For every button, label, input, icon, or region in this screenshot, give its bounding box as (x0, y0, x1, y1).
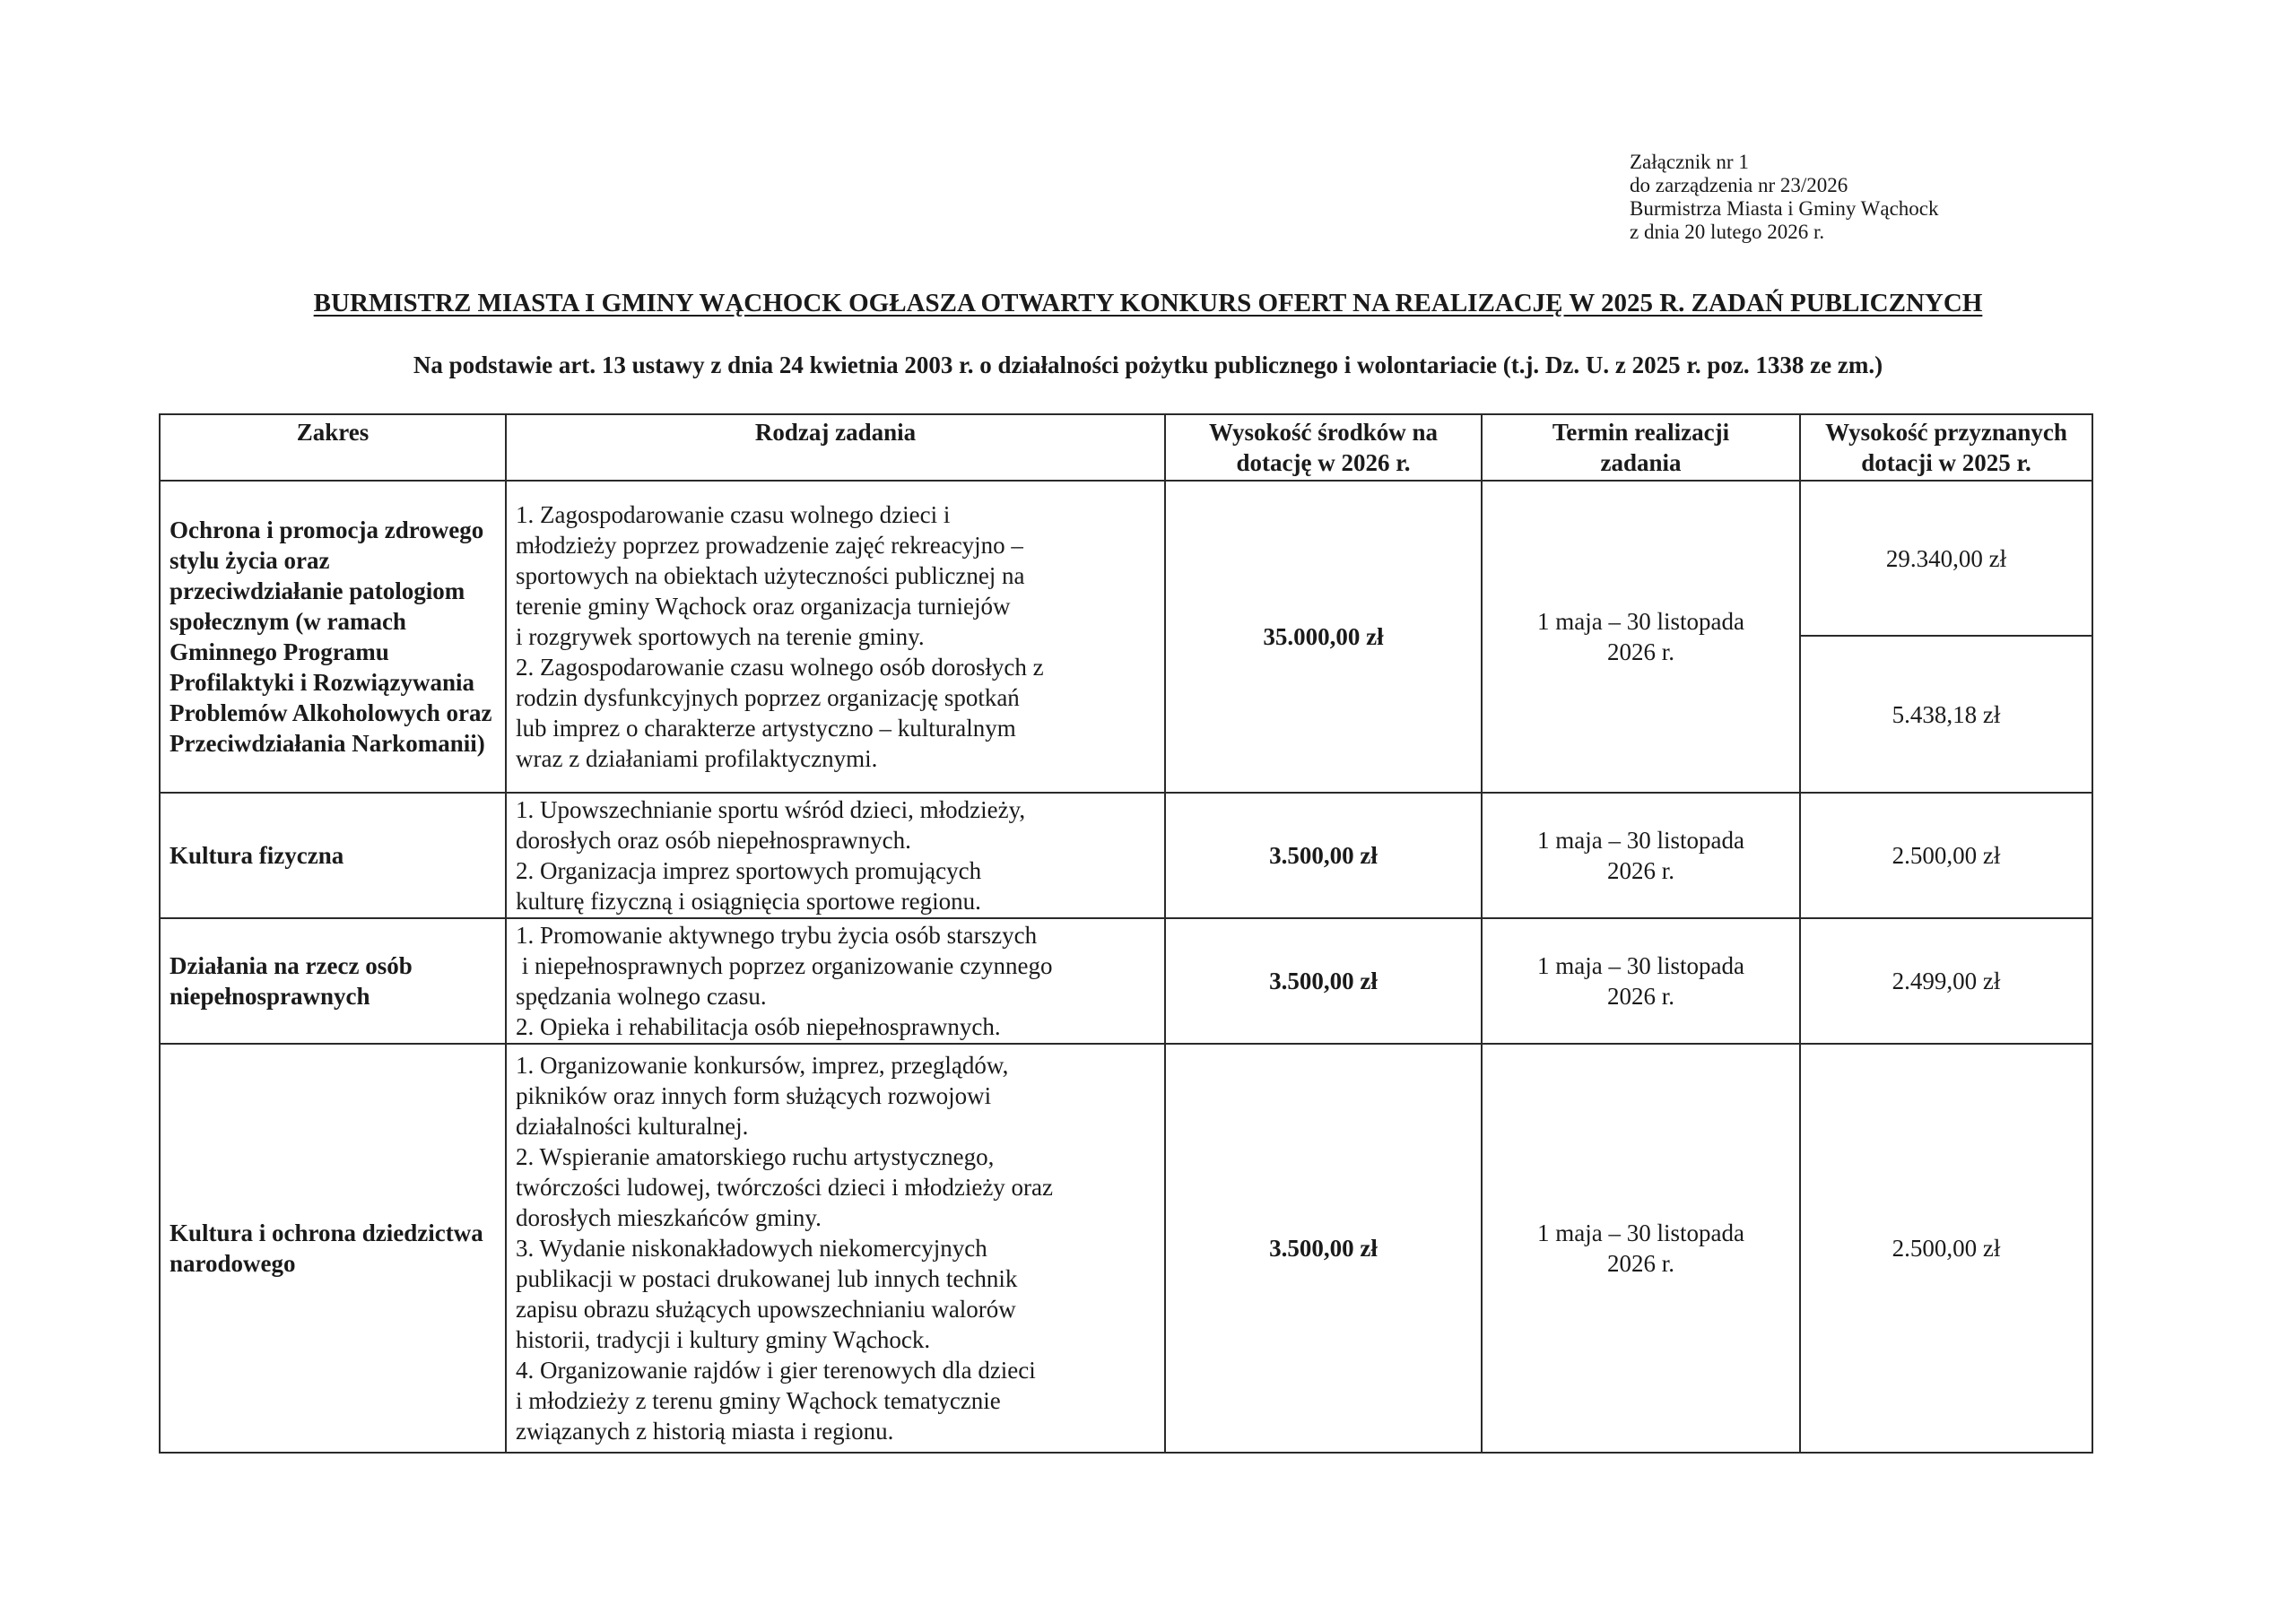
task-line: kulturę fizyczną i osiągnięcia sportowe regionu. (516, 888, 981, 915)
header-termin (1482, 414, 1800, 481)
cell-srodki: 3.500,00 zł (1165, 793, 1482, 918)
document-title: BURMISTRZ MIASTA I GMINY WĄCHOCK OGŁASZA OTWARTY KONKURS OFERT NA REALIZACJĘ W 2025 R. ZADAŃ PUBLICZNYCH (313, 289, 1983, 317)
header-przyznane-line: Wysokość przyznanych (1825, 419, 2067, 446)
termin-line: 2026 r. (1606, 1250, 1674, 1277)
task-line: rodzin dysfunkcyjnych poprzez organizację spotkań (516, 684, 1020, 711)
cell-przyznane: 29.340,00 zł (1800, 481, 2092, 636)
termin-line: 2026 r. (1606, 857, 1674, 884)
cell-termin (1482, 918, 1800, 1044)
task-line: młodzieży poprzez prowadzenie zajęć rekreacyjno – (516, 532, 1023, 559)
cell-rodzaj (506, 481, 1165, 793)
legal-basis: Na podstawie art. 13 ustawy z dnia 24 kwietnia 2003 r. o działalności pożytku publicznego i wolontariacie (t.j. Dz. U. z 2025 r. poz. 1338 ze zm.) (413, 352, 1883, 378)
header-zakres: Zakres (160, 414, 506, 481)
header-srodki (1165, 414, 1482, 481)
table-row (160, 793, 2092, 918)
table-row (160, 918, 2092, 1044)
task-line: 1. Upowszechnianie sportu wśród dzieci, młodzieży, (516, 796, 1026, 823)
table-row (160, 481, 2092, 636)
termin-line: 1 maja – 30 listopada (1537, 827, 1744, 854)
task-line: dorosłych mieszkańców gminy. (516, 1204, 822, 1231)
attachment-line: Załącznik nr 1 (1630, 151, 1749, 173)
termin-line: 2026 r. (1606, 638, 1674, 665)
cell-srodki: 35.000,00 zł (1165, 481, 1482, 793)
cell-zakres: Kultura fizyczna (160, 793, 506, 918)
cell-termin (1482, 481, 1800, 793)
header-srodki-line: dotację w 2026 r. (1236, 449, 1411, 476)
task-line: twórczości ludowej, twórczości dzieci i młodzieży oraz (516, 1174, 1054, 1201)
cell-przyznane: 2.499,00 zł (1800, 918, 2092, 1044)
attachment-line: do zarządzenia nr 23/2026 (1630, 174, 1848, 196)
task-line: 1. Organizowanie konkursów, imprez, przeglądów, (516, 1052, 1009, 1079)
cell-przyznane: 2.500,00 zł (1800, 1044, 2092, 1453)
header-przyznane (1800, 414, 2092, 481)
task-line: 2. Opieka i rehabilitacja osób niepełnosprawnych. (516, 1013, 1001, 1040)
task-line: i rozgrywek sportowych na terenie gminy. (516, 623, 925, 650)
task-line: 2. Wspieranie amatorskiego ruchu artystycznego, (516, 1143, 995, 1170)
cell-termin (1482, 793, 1800, 918)
termin-line: 1 maja – 30 listopada (1537, 952, 1744, 979)
cell-przyznane: 2.500,00 zł (1800, 793, 2092, 918)
task-line: wraz z działaniami profilaktycznymi. (516, 745, 878, 772)
task-line: i niepełnosprawnych poprzez organizowanie czynnego (516, 952, 1053, 979)
cell-srodki: 3.500,00 zł (1165, 918, 1482, 1044)
termin-line: 1 maja – 30 listopada (1537, 1219, 1744, 1246)
header-przyznane-line: dotacji w 2025 r. (1861, 449, 2031, 476)
attachment-line: Burmistrza Miasta i Gminy Wąchock (1630, 197, 1939, 220)
cell-przyznane: 5.438,18 zł (1800, 636, 2092, 793)
task-line: 4. Organizowanie rajdów i gier terenowych dla dzieci (516, 1357, 1036, 1384)
task-line: związanych z historią miasta i regionu. (516, 1418, 894, 1445)
attachment-line: z dnia 20 lutego 2026 r. (1630, 221, 1825, 243)
cell-rodzaj (506, 918, 1165, 1044)
task-line: publikacji w postaci drukowanej lub innych technik (516, 1265, 1018, 1292)
task-line: działalności kulturalnej. (516, 1113, 749, 1140)
termin-line: 1 maja – 30 listopada (1537, 608, 1744, 635)
cell-rodzaj (506, 1044, 1165, 1453)
termin-line: 2026 r. (1606, 983, 1674, 1010)
header-termin-line: zadania (1600, 449, 1682, 476)
task-line: 3. Wydanie niskonakładowych niekomercyjnych (516, 1235, 987, 1262)
table-row (160, 1044, 2092, 1453)
task-line: dorosłych oraz osób niepełnosprawnych. (516, 827, 911, 854)
task-line: sportowych na obiektach użyteczności publicznej na (516, 562, 1025, 589)
task-line: 2. Organizacja imprez sportowych promujących (516, 857, 982, 884)
task-line: pikników oraz innych form służących rozwojowi (516, 1082, 992, 1109)
cell-zakres: Kultura i ochrona dziedzictwa narodowego (160, 1044, 506, 1453)
task-line: 1. Promowanie aktywnego trybu życia osób starszych (516, 922, 1038, 949)
cell-zakres: Ochrona i promocja zdrowego stylu życia oraz przeciwdziałanie patologiom społecznym (w ramach Gminnego Programu Profilaktyki i Rozwiązywania Problemów Alkoholowych oraz Przeciwdziałania Narkomanii) (160, 481, 506, 793)
header-termin-line: Termin realizacji (1552, 419, 1730, 446)
task-line: 1. Zagospodarowanie czasu wolnego dzieci i (516, 501, 951, 528)
task-line: spędzania wolnego czasu. (516, 983, 767, 1010)
task-line: 2. Zagospodarowanie czasu wolnego osób dorosłych z (516, 654, 1044, 681)
task-line: i młodzieży z terenu gminy Wąchock tematycznie (516, 1387, 1001, 1414)
cell-srodki: 3.500,00 zł (1165, 1044, 1482, 1453)
cell-rodzaj (506, 793, 1165, 918)
task-line: terenie gminy Wąchock oraz organizacja turniejów (516, 593, 1011, 620)
document-title-block (0, 289, 2296, 318)
attachment-note (1630, 151, 1939, 244)
task-line: lub imprez o charakterze artystyczno – kulturalnym (516, 715, 1016, 742)
cell-termin (1482, 1044, 1800, 1453)
table-header-row (160, 414, 2092, 481)
cell-zakres: Działania na rzecz osób niepełnosprawnych (160, 918, 506, 1044)
header-srodki-line: Wysokość środków na (1208, 419, 1439, 446)
task-line: zapisu obrazu służących upowszechnianiu walorów (516, 1296, 1016, 1323)
task-line: historii, tradycji i kultury gminy Wąchock. (516, 1326, 931, 1353)
tasks-table (159, 413, 2093, 1454)
header-rodzaj: Rodzaj zadania (506, 414, 1165, 481)
